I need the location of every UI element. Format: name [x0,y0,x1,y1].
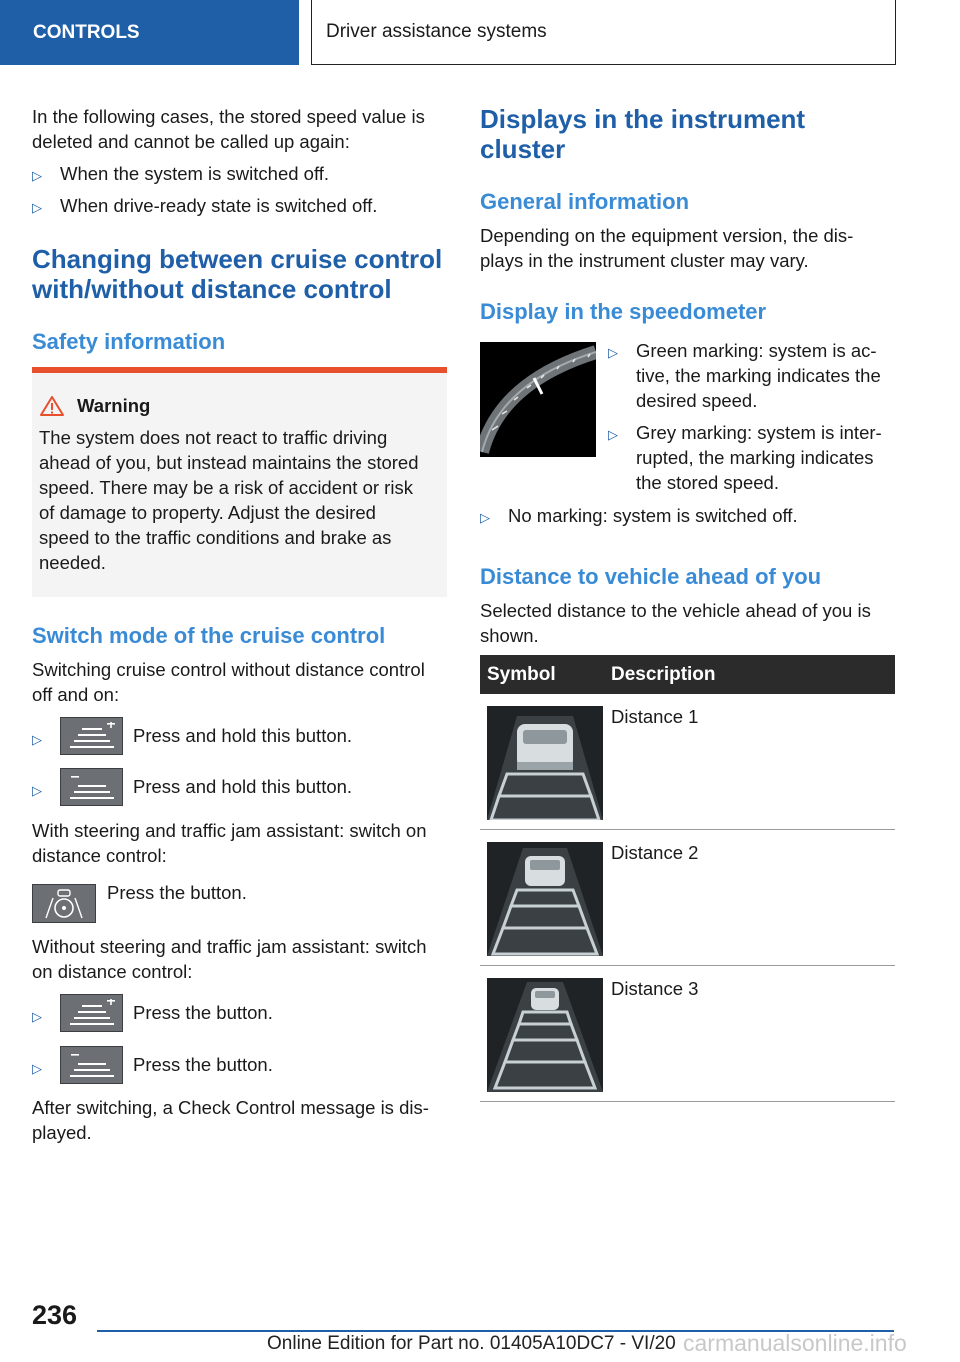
triangle-bullet-icon: ▷ [608,345,618,360]
triangle-bullet-icon: ▷ [608,427,618,442]
list-item: ▷ Press the button. [32,1046,273,1084]
list-item: ▷ No marking: system is switched off. [480,503,798,530]
column-header: Description [611,663,716,685]
table-row [480,694,895,830]
intro-text: In the following cases, the stored speed value is deleted and cannot be called up again: [32,106,425,152]
heading-changing: Changing between cruise control with/without distance control [32,244,443,304]
heading-switch-mode: Switch mode of the cruise control [32,623,386,648]
triangle-bullet-icon: ▷ [32,200,42,215]
section-tab: CONTROLS [0,0,299,65]
distance-plus-button-icon [60,994,123,1032]
heading-displays: Displays in the instrument cluster [480,104,806,164]
triangle-bullet-icon: ▷ [480,510,490,525]
heading-distance: Distance to vehicle ahead of you [480,564,822,589]
list-item: ▷ Press and hold this button. [32,717,352,755]
list-item: ▷ Press and hold this button. [32,768,352,806]
switch-intro: Switching cruise control without distance control off and on: [32,659,425,705]
steering-assistant-button-icon [32,884,96,923]
steering-button-row: Press the button. [32,884,247,923]
distance-plus-button-icon [60,717,123,755]
heading-speedometer: Display in the speedometer [480,299,767,324]
list-item: ▷ Press the button. [32,994,273,1032]
steering-without-text: Without steering and traffic jam assistant: switch on distance control: [32,936,427,982]
chapter-title: Driver assistance systems [311,0,896,65]
distance-2-image [487,842,603,956]
warning-title: Warning [77,395,151,416]
column-header: Symbol [487,663,556,685]
watermark: carmanualsonline.info [683,1330,907,1356]
distance-1-image [487,706,603,820]
distance-table [480,655,895,1102]
description-cell: Distance 2 [611,842,699,863]
list-item: ▷ Green marking: system is ac- tive, the marking indicates the desired speed. [608,340,881,411]
warning-box [32,367,447,597]
table-header [480,655,895,694]
warning-icon [39,395,65,417]
triangle-bullet-icon: ▷ [32,168,42,183]
general-text: Depending on the equipment version, the dis- plays in the instrument cluster may vary. [480,225,854,271]
description-cell: Distance 1 [611,706,699,727]
list-item: ▷ When drive-ready state is switched off. [32,193,377,220]
table-row [480,966,895,1102]
list-item: ▷ Grey marking: system is inter- rupted, the marking indicates the stored speed. [608,422,882,493]
table-row [480,830,895,966]
distance-3-image [487,978,603,1092]
steering-with-text: With steering and traffic jam assistant: switch on distance control: [32,820,427,866]
triangle-bullet-icon: ▷ [32,1009,42,1024]
triangle-bullet-icon: ▷ [32,783,42,798]
distance-text: Selected distance to the vehicle ahead of you is shown. [480,600,871,646]
warning-text: The system does not react to traffic driving ahead of you, but instead maintains the stored speed. There may be a risk of accident or risk of damage to property. Adjust the desired speed to the traffic conditions and brake as needed. [39,427,419,573]
heading-general: General information [480,189,690,214]
footer-edition: Online Edition for Part no. 01405A10DC7 - VI/20 [267,1333,676,1354]
page-number: 236 [32,1300,78,1330]
after-switching-text: After switching, a Check Control message is dis- played. [32,1097,429,1143]
distance-minus-button-icon [60,1046,123,1084]
distance-minus-button-icon [60,768,123,806]
speedometer-image [480,342,596,457]
description-cell: Distance 3 [611,978,699,999]
list-item: ▷ When the system is switched off. [32,161,329,188]
heading-safety: Safety information [32,329,226,354]
triangle-bullet-icon: ▷ [32,1061,42,1076]
triangle-bullet-icon: ▷ [32,732,42,747]
